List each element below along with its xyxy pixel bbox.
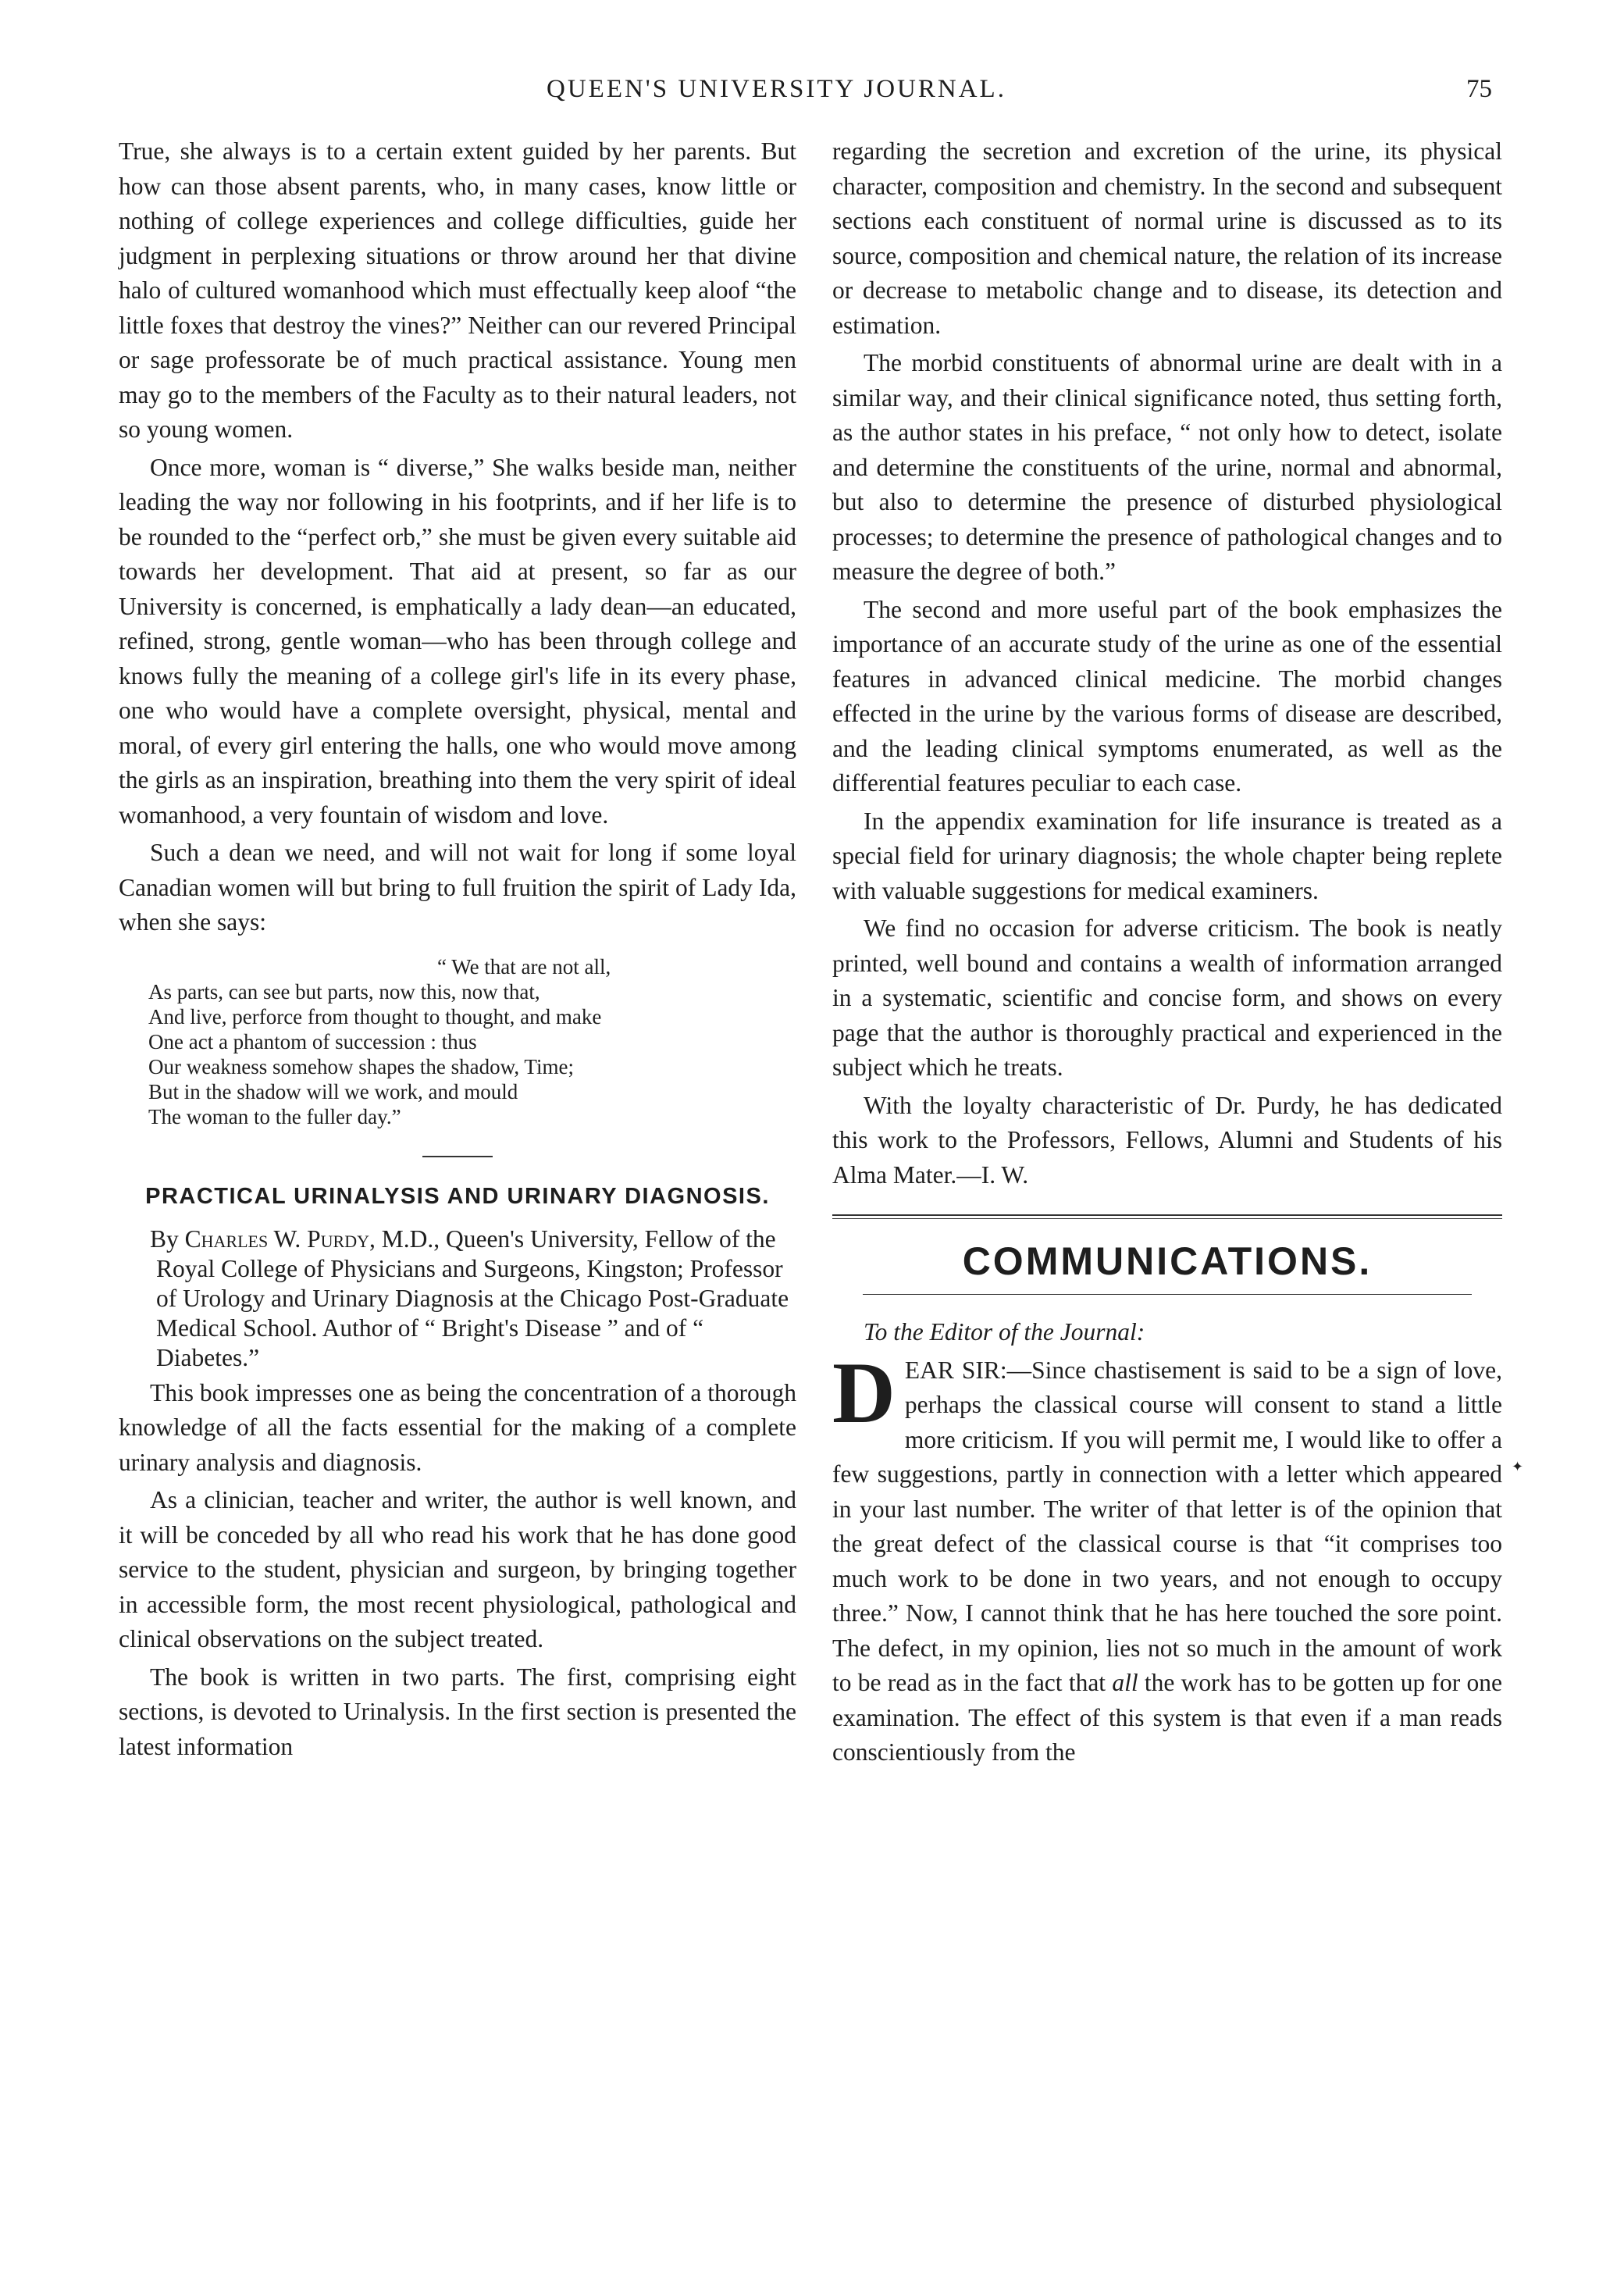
poem-line: One act a phantom of succession : thus [148, 1029, 477, 1053]
divider [863, 1294, 1472, 1295]
divider [422, 1156, 493, 1157]
section-divider [832, 1214, 1502, 1219]
poem-quote [148, 954, 796, 1129]
printers-mark: ✦ [1512, 1459, 1524, 1474]
paragraph: We find no occasion for adverse criticism. The book is neatly printed, well bound and contains a wealth of information arranged in a systematic, scientific and concise form, and shows on every page that the author is thoroughly practical and experienced in the subject which he treats. [832, 914, 1502, 1081]
page-number: 75 [1466, 75, 1492, 103]
letter-salutation: To the Editor of the Journal: [864, 1318, 1145, 1346]
running-head [0, 75, 1624, 114]
letter-body [832, 1344, 1503, 1770]
drop-cap: D [832, 1344, 896, 1442]
article-heading: PRACTICAL URINALYSIS AND URINARY DIAGNOSIS. [145, 1183, 770, 1209]
emphasis-word: all [1112, 1669, 1138, 1696]
running-title: QUEEN'S UNIVERSITY JOURNAL. [547, 75, 1006, 103]
poem-line: Our weakness somehow shapes the shadow, Time; [148, 1054, 574, 1078]
paragraph: True, she always is to a certain extent guided by her parents. But how can those absent parents, who, in many cases, know little or nothing of college experiences and college difficulties, guide her judgment in perplexing situations or throw around her that divine halo of cultured womanhood which must effectually keep aloof “the little foxes that destroy the vines?” Neither can our revered Principal or sage professorate be of much practical assistance. Young men may go to the members of the Faculty as to their natural leaders, not so young women. [119, 137, 796, 443]
paragraph: This book impresses one as being the concentration of a thorough knowledge of all the facts essential for the making of a complete urinary analysis and diagnosis. [119, 1378, 796, 1476]
paragraph: The morbid constituents of abnormal urine are dealt with in a similar way, and their clinical significance noted, thus setting forth, as the author states in his preface, “ not only how to detect, isolate and determine the constituents of the urine, normal and abnormal, but also to determine the presence of disturbed physiological processes; to determine the presence of pathological changes and to measure the degree of both.” [832, 349, 1502, 585]
byline-prefix: By [150, 1224, 179, 1253]
poem-line: As parts, can see but parts, now this, now that, [148, 979, 540, 1003]
left-column [119, 134, 796, 1767]
paragraph: Once more, woman is “ diverse,” She walks beside man, neither leading the way nor following in his footprints, and if her life is to be rounded to the “perfect orb,” she must be given every suitable aid towards her development. That aid at present, so far as our University is concerned, is emphatically a lady dean—an educated, refined, strong, gentle woman—who has been through college and knows fully the meaning of a college girl's life in its every phase, one who would have a complete oversight, physical, mental and moral, of every girl entering the halls, one who would move among the girls as an inspiration, breathing into them the very spirit of ideal womanhood, a very fountain of wisdom and love. [119, 453, 796, 829]
poem-line: But in the shadow will we work, and mould [148, 1079, 518, 1103]
paragraph: regarding the secretion and excretion of the urine, its physical character, composition and chemistry. In the second and subsequent sections each constituent of normal urine is discussed as to its source, composition and chemical nature, the relation of its increase or decrease to metabolic change and to disease, its detection and estimation. [832, 137, 1502, 339]
paragraph: In the appendix examination for life insurance is treated as a special field for urinary diagnosis; the whole chapter being replete with valuable suggestions for medical examiners. [832, 807, 1502, 904]
poem-line: And live, perforce from thought to thought, and make [148, 1004, 602, 1028]
poem-line: “ We that are not all, [437, 954, 611, 979]
paragraph: Such a dean we need, and will not wait for long if some loyal Canadian women will but bring to full fruition the spirit of Lady Ida, when she says: [119, 839, 796, 936]
byline-credentials: , M.D., Queen's University, Fellow of the Royal College of Physicians and Surgeons, Kingston; Professor of Urology and Urinary Diagnosis at the Chicago Post-Graduate Medical School. Author of “ Bright's Disease ” and of “ Diabetes.” [156, 1224, 789, 1371]
article-byline [119, 1224, 796, 1373]
byline-author: Charles W. Purdy [184, 1224, 369, 1253]
communications-heading: COMMUNICATIONS. [962, 1239, 1373, 1283]
poem-line: The woman to the fuller day.” [148, 1104, 401, 1128]
paragraph: As a clinician, teacher and writer, the author is well known, and it will be conceded by all who read his work that he has done good service to the student, physician and surgeon, by bringing together in accessible form, the most recent physiological, pathological and clinical observations on the subject treated. [119, 1486, 796, 1652]
paragraph: With the loyalty characteristic of Dr. Purdy, he has dedicated this work to the Professors, Fellows, Alumni and Students of his Alma Mater.—I. W. [832, 1091, 1502, 1189]
letter-text: EAR SIR:—Since chastisement is said to be a sign of love, perhaps the classical course will consent to stand a little more criticism. If you will permit me, I would like to offer a few suggestions, partly in connection with a letter which appeared in your last number. The writer of that letter is of the opinion that the great defect of the classical course is that “it comprises too much work to be done in two years, and not enough to occupy three.” Now, I cannot think that he has here touched the sore point. The defect, in my opinion, lies not so much in the amount of work to be read as in the fact that [832, 1356, 1502, 1696]
right-column [832, 134, 1502, 1773]
paragraph: The second and more useful part of the book emphasizes the importance of an accurate study of the urine as one of the essential features in advanced clinical medicine. The morbid changes effected in the urine by the various forms of disease are described, and the leading clinical symptoms enumerated, as well as the differential features peculiar to each case. [832, 595, 1502, 797]
paragraph: The book is written in two parts. The first, comprising eight sections, is devoted to Urinalysis. In the first section is presented the latest information [119, 1663, 796, 1760]
letter-text-end: the work has to be gotten up for one examination. The effect of this system is that even if a man reads conscientiously from the [832, 1669, 1503, 1766]
